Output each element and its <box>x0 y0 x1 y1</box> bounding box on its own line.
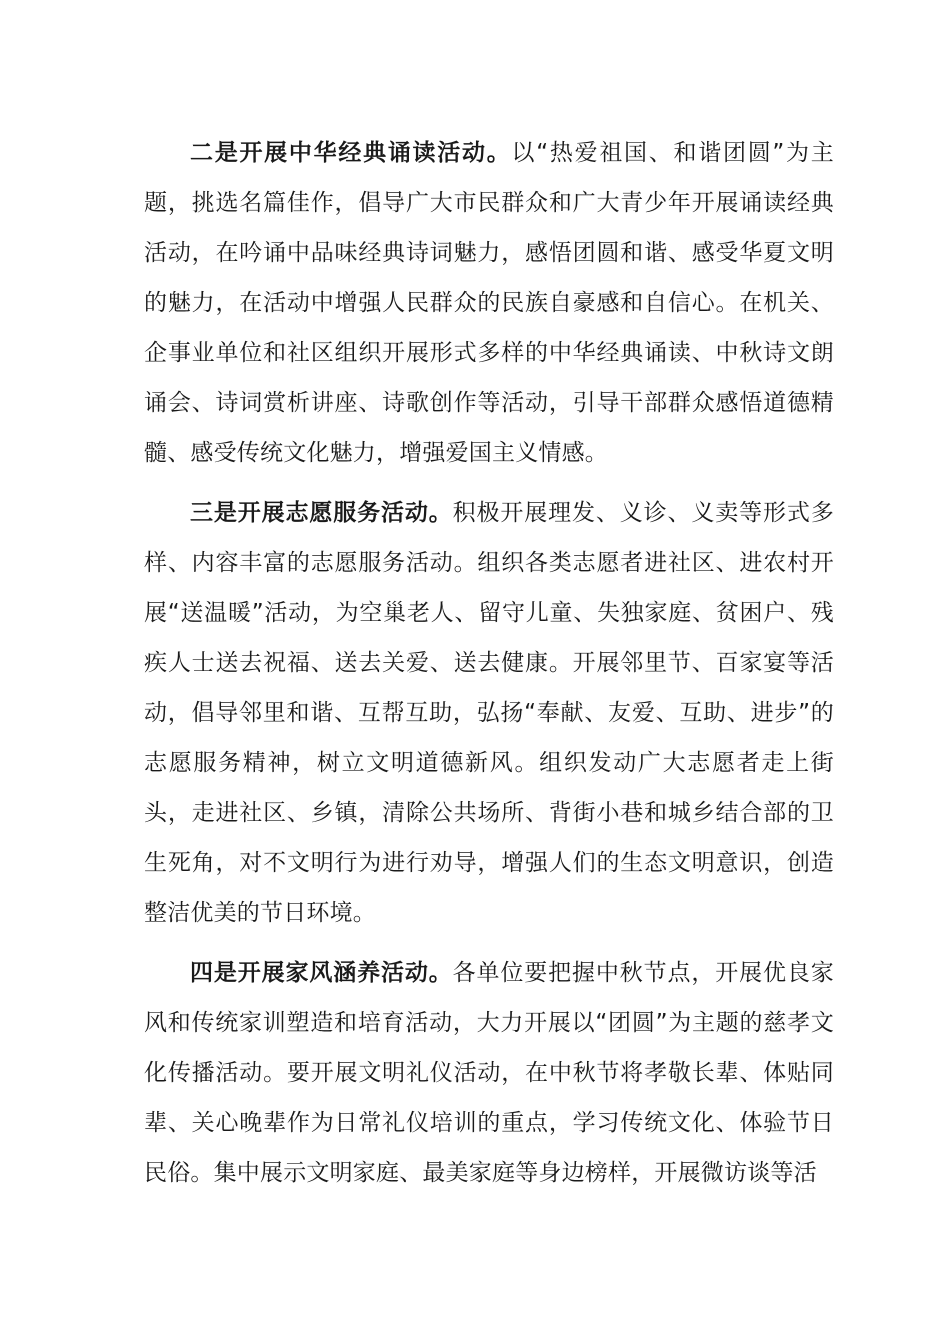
paragraph-body: 以“热爱祖国、和谐团圆”为主题，挑选名篇佳作，倡导广大市民群众和广大青少年开展诵读经典活动，在吟诵中品味经典诗词魅力，感悟团圆和谐、感受华夏文明的魅力，在活动中增强人民群众的民族自豪感和自信心。在机关、企事业单位和社区组织开展形式多样的中华经典诵读、中秋诗文朗诵会、诗词赏析讲座、诗歌创作等活动，引导干部群众感悟道德精髓、感受传统文化魅力，增强爱国主义情感。 <box>144 140 834 466</box>
paragraph-body: 积极开展理发、义诊、义卖等形式多样、内容丰富的志愿服务活动。组织各类志愿者进社区、进农村开展“送温暖”活动，为空巢老人、留守儿童、失独家庭、贫困户、残疾人士送去祝福、送去关爱、送去健康。开展邻里节、百家宴等活动，倡导邻里和谐、互帮互助，弘扬“奉献、友爱、互助、进步”的志愿服务精神，树立文明道德新风。组织发动广大志愿者走上街头，走进社区、乡镇，清除公共场所、背街小巷和城乡结合部的卫生死角，对不文明行为进行劝导，增强人们的生态文明意识，创造整洁优美的节日环境。 <box>144 500 835 926</box>
paragraph-volunteer-service <box>144 488 834 938</box>
paragraph-family-tradition <box>144 948 834 1198</box>
paragraph-body: 各单位要把握中秋节点，开展优良家风和传统家训塑造和培育活动，大力开展以“团圆”为主题的慈孝文化传播活动。要开展文明礼仪活动，在中秋节将孝敬长辈、体贴同辈、关心晚辈作为日常礼仪培训的重点，学习传统文化、体验节日民俗。集中展示文明家庭、最美家庭等身边榜样，开展微访谈等活 <box>144 960 835 1186</box>
paragraph-heading: 四是开展家风涵养活动。 <box>190 960 453 986</box>
paragraph-heading: 二是开展中华经典诵读活动。 <box>190 140 512 166</box>
paragraph-heading: 三是开展志愿服务活动。 <box>190 500 453 526</box>
paragraph-classic-reading <box>144 128 834 478</box>
document-page <box>144 128 834 1208</box>
